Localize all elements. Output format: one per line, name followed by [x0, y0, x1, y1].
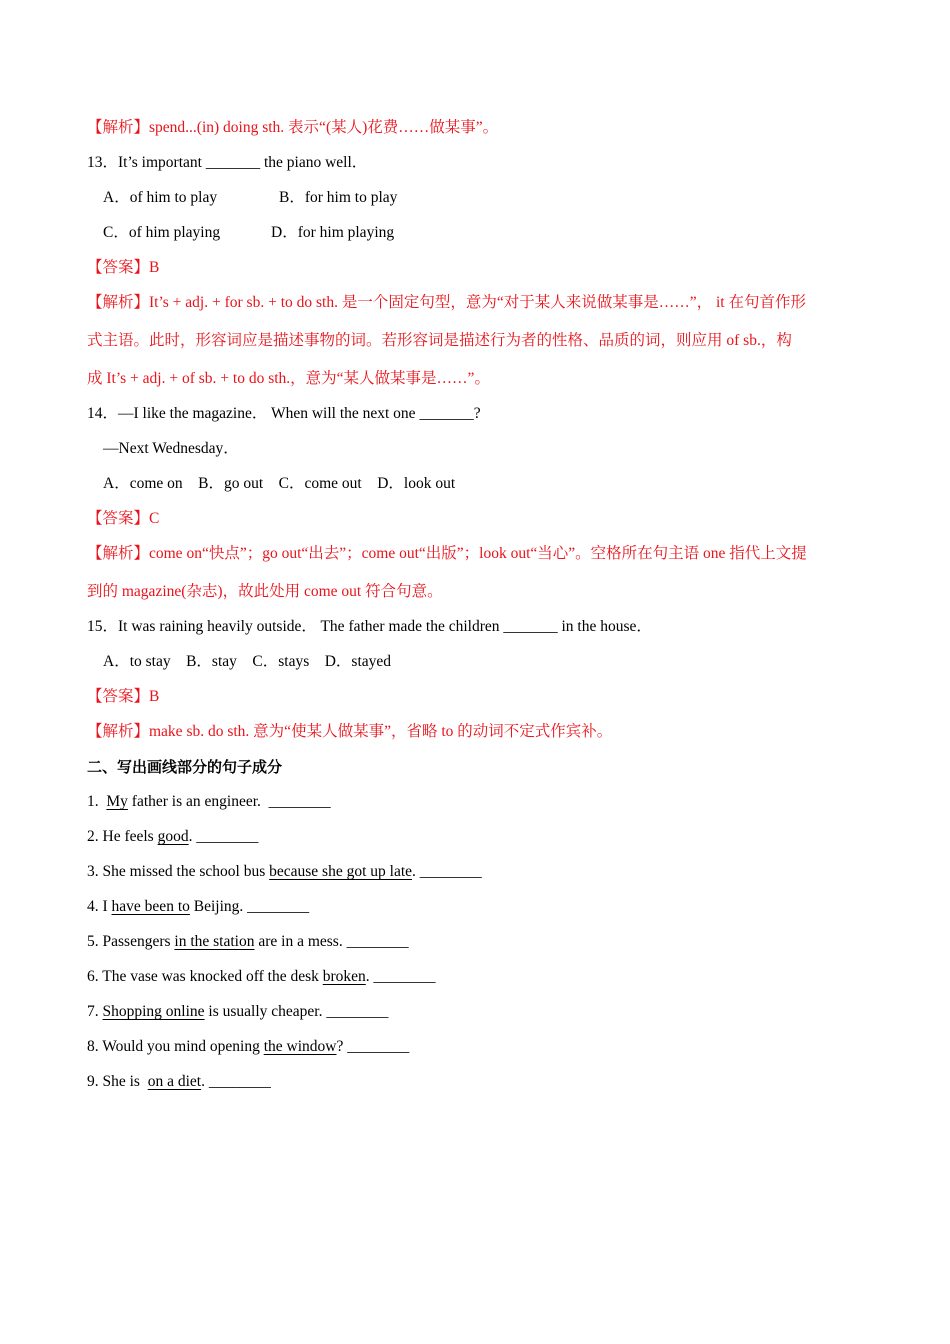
answer-blank: father is an engineer. ________: [127, 793, 331, 810]
explanation-text: 【解析】It’s + adj. + for sb. + to do sth. 是一个固定句型，意为“对于某人来说做某事是……”， it 在句首作形: [87, 294, 806, 311]
underlined-part: because she got up late: [269, 863, 413, 880]
underlined-part: good: [157, 828, 189, 845]
question-14-options: A．come on B．go out C．come out D．look out: [103, 475, 456, 492]
item-text: 6. The vase was knocked off the desk: [87, 968, 323, 985]
explanation-text: 【解析】make sb. do sth. 意为“使某人做某事”，省略 to 的动词不定式作宾补。: [87, 723, 613, 740]
answer-blank: are in a mess. ________: [254, 933, 409, 950]
exercise-item: [87, 932, 409, 952]
question-13-stem: 13．It’s important _______ the piano well．: [87, 154, 368, 171]
option-a: A．of him to play: [103, 189, 218, 206]
question-13-options-row1: [103, 188, 397, 208]
underlined-part: on a diet: [147, 1073, 202, 1090]
option-b: B．for him to play: [279, 189, 398, 206]
exercise-item: [87, 1002, 388, 1022]
explanation-text: 【解析】come on“快点”；go out“出去”；come out“出版”；look out“当心”。空格所在句主语 one 指代上文提: [87, 545, 807, 562]
answer-blank: . ________: [365, 968, 436, 985]
item-text: 3. She missed the school bus: [87, 863, 270, 880]
item-text: 9. She is: [87, 1073, 148, 1090]
answer-blank: Beijing. ________: [189, 898, 310, 915]
underlined-part: Shopping online: [102, 1003, 205, 1020]
item-text: 7.: [87, 1003, 103, 1020]
answer-blank: . ________: [412, 863, 482, 880]
answer-label: 【答案】C: [87, 510, 160, 527]
item-text: 8. Would you mind opening: [87, 1038, 264, 1055]
answer-blank: is usually cheaper. ________: [204, 1003, 389, 1020]
exercise-item: [87, 862, 482, 882]
exercise-item: [87, 1072, 271, 1092]
exercise-item: [87, 897, 309, 917]
question-14-reply: —Next Wednesday．: [103, 440, 239, 457]
explanation-text: 到的 magazine(杂志)，故此处用 come out 符合句意。: [87, 583, 443, 600]
option-c: C．of him playing: [103, 224, 221, 241]
answer-blank: . ________: [188, 828, 259, 845]
exercise-item: [87, 967, 436, 987]
answer-label: 【答案】B: [87, 688, 160, 705]
underlined-part: broken: [322, 968, 366, 985]
answer-blank: ? ________: [336, 1038, 410, 1055]
explanation-text: 式主语。此时，形容词应是描述事物的词。若形容词是描述行为者的性格、品质的词，则应用 of sb.，构: [87, 332, 792, 349]
answer-blank: . ________: [201, 1073, 271, 1090]
explanation-text: 【解析】spend...(in) doing sth. 表示“(某人)花费……做某事”。: [87, 119, 499, 136]
exercise-item: [87, 827, 258, 847]
underlined-part: have been to: [111, 898, 190, 915]
exercise-item: [87, 792, 331, 812]
item-text: 1.: [87, 793, 107, 810]
answer-label: 【答案】B: [87, 259, 160, 276]
section-2-title: 二、写出画线部分的句子成分: [87, 758, 283, 776]
underlined-part: in the station: [174, 933, 255, 950]
question-15-options: A．to stay B．stay C．stays D．stayed: [103, 653, 392, 670]
question-13-options-row2: [103, 223, 394, 243]
exercise-item: [87, 1037, 409, 1057]
underlined-part: the window: [263, 1038, 337, 1055]
question-15-stem: 15．It was raining heavily outside． The father made the children _______ in the house．: [87, 618, 652, 635]
question-14-stem: 14．—I like the magazine． When will the next one _______?: [87, 405, 481, 422]
option-d: D．for him playing: [271, 224, 395, 241]
item-text: 5. Passengers: [87, 933, 175, 950]
item-text: 2. He feels: [87, 828, 158, 845]
item-text: 4. I: [87, 898, 112, 915]
explanation-text: 成 It’s + adj. + of sb. + to do sth.，意为“某人做某事是……”。: [87, 370, 490, 387]
underlined-part: My: [106, 793, 128, 810]
